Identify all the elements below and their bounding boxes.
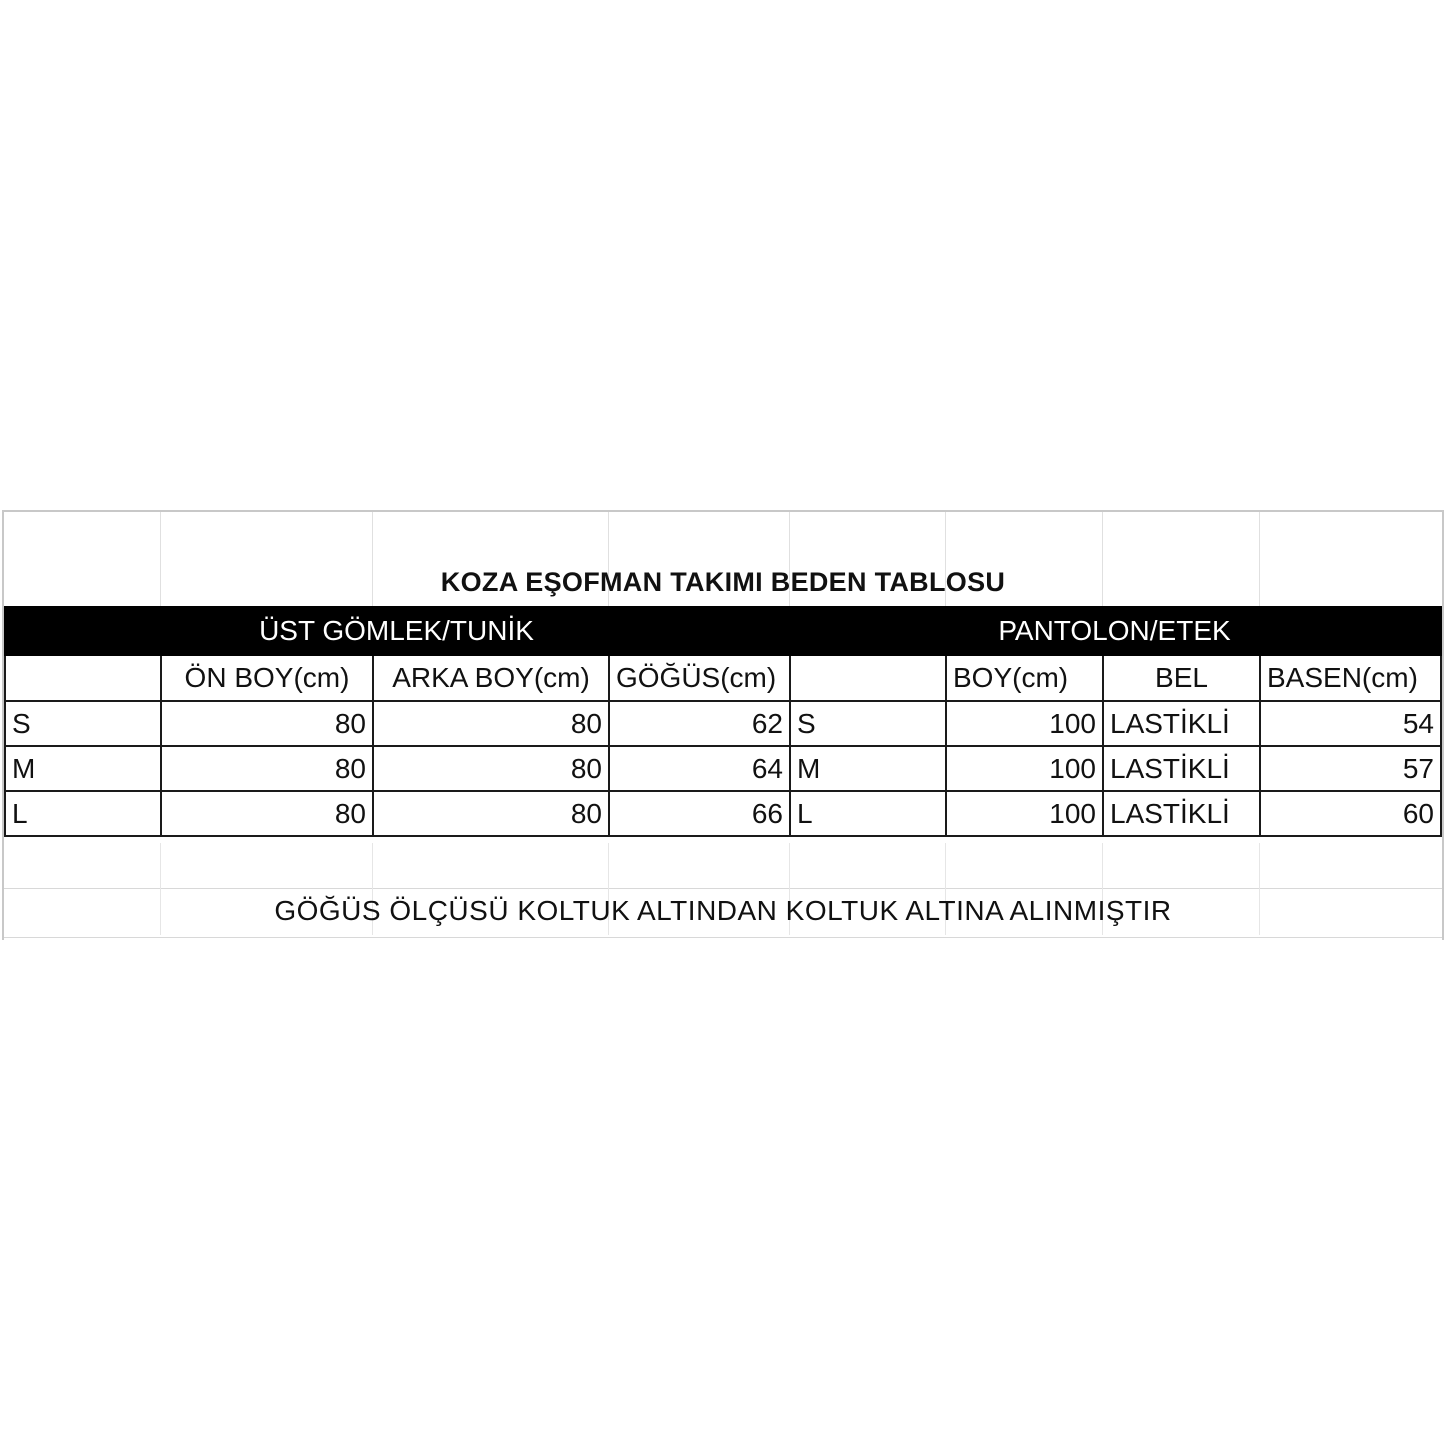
value-cell: LASTİKLİ [1103, 791, 1260, 836]
size-table [4, 656, 1442, 837]
section-header-band [4, 606, 1442, 656]
header-cell [790, 656, 946, 701]
size-cell: M [5, 746, 161, 791]
value-cell: 64 [609, 746, 790, 791]
empty-spreadsheet-row [4, 843, 1442, 889]
value-cell: 80 [373, 746, 609, 791]
value-cell: 62 [609, 701, 790, 746]
header-cell [5, 656, 161, 701]
value-cell: LASTİKLİ [1103, 701, 1260, 746]
value-cell: 80 [161, 746, 373, 791]
size-cell: M [790, 746, 946, 791]
size-cell: L [5, 791, 161, 836]
value-cell: 60 [1260, 791, 1441, 836]
table-row [5, 701, 1441, 746]
size-cell: L [790, 791, 946, 836]
header-cell: ARKA BOY(cm) [373, 656, 609, 701]
value-cell: 57 [1260, 746, 1441, 791]
header-cell: ÖN BOY(cm) [161, 656, 373, 701]
header-cell: BEL [1103, 656, 1260, 701]
size-cell: S [5, 701, 161, 746]
value-cell: 100 [946, 701, 1103, 746]
value-cell: 80 [373, 791, 609, 836]
value-cell: 80 [373, 701, 609, 746]
measurement-note: GÖĞÜS ÖLÇÜSÜ KOLTUK ALTINDAN KOLTUK ALTINA ALINMIŞTIR [274, 895, 1172, 926]
value-cell: 80 [161, 791, 373, 836]
size-cell: S [790, 701, 946, 746]
bottom-gridline [4, 937, 1442, 938]
top-section-label: ÜST GÖMLEK/TUNİK [259, 615, 534, 646]
header-cell: BOY(cm) [946, 656, 1103, 701]
table-row [5, 746, 1441, 791]
table-header-row [5, 656, 1441, 701]
value-cell: 54 [1260, 701, 1441, 746]
table-row [5, 791, 1441, 836]
value-cell: 100 [946, 746, 1103, 791]
value-cell: 100 [946, 791, 1103, 836]
chart-title: KOZA EŞOFMAN TAKIMI BEDEN TABLOSU [440, 567, 1006, 597]
value-cell: 80 [161, 701, 373, 746]
header-cell: BASEN(cm) [1260, 656, 1441, 701]
value-cell: 66 [609, 791, 790, 836]
value-cell: LASTİKLİ [1103, 746, 1260, 791]
size-chart-sheet [2, 510, 1444, 940]
bottom-section-label: PANTOLON/ETEK [998, 615, 1231, 646]
header-cell: GÖĞÜS(cm) [609, 656, 790, 701]
